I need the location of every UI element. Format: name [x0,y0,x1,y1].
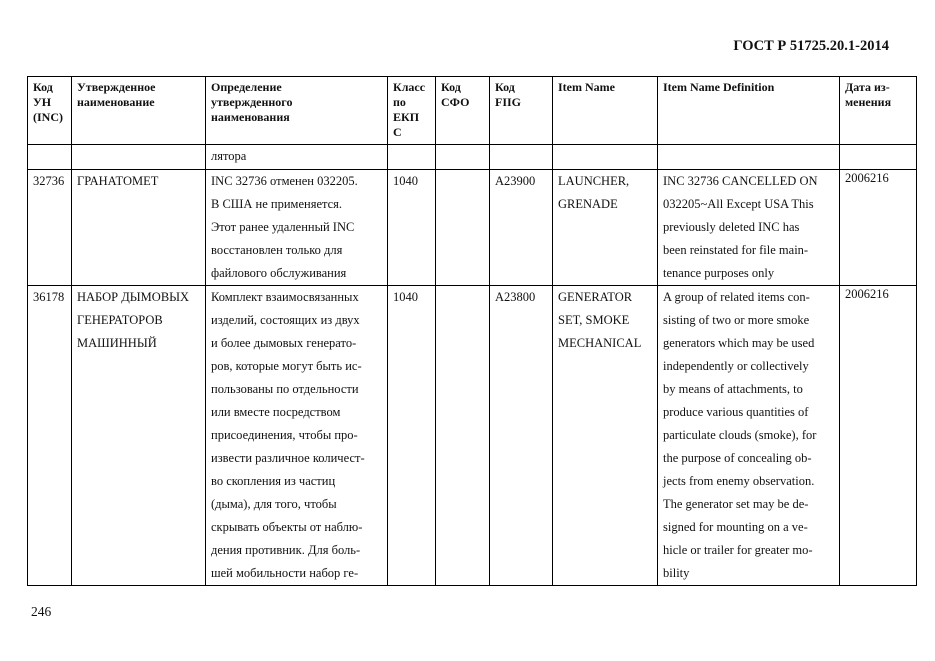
header-line: FIIG [495,95,522,109]
cell-name [72,286,206,586]
text-line: восстановлен только для [211,243,343,257]
text-line: файлового обслуживания [211,266,347,280]
text-line: МАШИННЫЙ [77,336,157,350]
header-line: Код [33,80,53,94]
cell-date [840,170,917,286]
text-line: INC 32736 отменен 032205. [211,174,358,188]
text-line: GRENADE [558,197,618,211]
cell-item-definition [658,286,840,586]
text-line: The generator set may be de- [663,497,809,511]
cell-date [840,286,917,586]
text-line: В США не применяется. [211,197,343,211]
text-line: во скопления из частиц [211,474,336,488]
col-sfo-header [436,77,490,145]
cell-date [840,145,917,170]
col-date-header [840,77,917,145]
text-line: скрывать объекты от наблю- [211,520,363,534]
text-line: by means of attachments, to [663,382,803,396]
text-line: LAUNCHER, [558,174,630,188]
cell-definition [206,145,388,170]
cell-sfo [436,170,490,286]
header-line: Код [441,80,461,94]
cell-definition [206,286,388,586]
text-line: 032205~All Except USA This [663,197,814,211]
cell-class [388,145,436,170]
text-line: присоединения, чтобы про- [211,428,358,442]
standard-title: ГОСТ Р 51725.20.1-2014 [733,38,889,54]
text-line: шей мобильности набор ге- [211,566,359,580]
text-line: jects from enemy observation. [663,474,815,488]
col-name-header [72,77,206,145]
header-line: СФО [441,95,470,109]
text-line: ГРАНАТОМЕТ [77,174,159,188]
text-line: sisting of two or more smoke [663,313,810,327]
cell-class [388,170,436,286]
text-line: НАБОР ДЫМОВЫХ [77,290,190,304]
text-line: 36178 [33,290,65,304]
text-line: independently or collectively [663,359,809,373]
table-row [28,170,917,286]
header-line: Item Name Definition [663,80,775,94]
text-line: 32736 [33,174,65,188]
text-line: A23800 [495,290,536,304]
text-line: GENERATOR [558,290,633,304]
text-line: извести различное количест- [211,451,365,465]
text-line: the purpose of concealing ob- [663,451,812,465]
cell-fiig [490,145,553,170]
text-line: INC 32736 CANCELLED ON [663,174,818,188]
cell-inc [28,170,72,286]
text-line: bility [663,566,690,580]
text-line: изделий, состоящих из двух [211,313,360,327]
cell-sfo [436,145,490,170]
text-line: 2006216 [845,171,889,185]
cell-item-definition [658,145,840,170]
header-line: по [393,95,406,109]
cell-item-definition [658,170,840,286]
header-row [28,77,917,145]
header-line: Item Name [558,80,615,94]
cell-inc [28,286,72,586]
cell-fiig [490,286,553,586]
col-item-name-header [553,77,658,145]
text-line: Этот ранее удаленный INC [211,220,355,234]
text-line: particulate clouds (smoke), for [663,428,817,442]
text-line: дения противник. Для боль- [211,543,361,557]
text-line: Комплект взаимосвязанных [211,290,359,304]
table-row [28,286,917,586]
text-line: 1040 [393,290,418,304]
text-line: пользованы по отдельности [211,382,359,396]
text-line: hicle or trailer for greater mo- [663,543,813,557]
text-line: A group of related items con- [663,290,810,304]
text-line: лятора [211,149,247,163]
header-line: С [393,125,402,139]
header-line: Определение [211,80,282,94]
header-line: наименование [77,95,155,109]
cell-item-name [553,286,658,586]
cell-name [72,145,206,170]
text-line: или вместе посредством [211,405,341,419]
header-line: утвержденного [211,95,293,109]
header-line: Дата из- [845,80,890,94]
nomenclature-table [27,76,917,586]
cell-item-name [553,145,658,170]
col-inc-header [28,77,72,145]
header-line: менения [845,95,892,109]
col-fiig-header [490,77,553,145]
cell-name [72,170,206,286]
text-line: SET, SMOKE [558,313,630,327]
text-line: 2006216 [845,287,889,301]
header-line: ЕКП [393,110,420,124]
text-line: MECHANICAL [558,336,642,350]
text-line: previously deleted INC has [663,220,800,234]
header-line: наименования [211,110,290,124]
cell-fiig [490,170,553,286]
col-item-definition-header [658,77,840,145]
text-line: been reinstated for file main- [663,243,809,257]
text-line: generators which may be used [663,336,815,350]
text-line: и более дымовых генерато- [211,336,357,350]
col-definition-header [206,77,388,145]
continuation-row [28,145,917,170]
cell-sfo [436,286,490,586]
cell-item-name [553,170,658,286]
text-line: produce various quantities of [663,405,809,419]
page-number: 246 [31,604,52,619]
text-line: (дыма), для того, чтобы [211,497,337,511]
header-line: Класс [393,80,426,94]
text-line: tenance purposes only [663,266,775,280]
cell-definition [206,170,388,286]
cell-class [388,286,436,586]
cell-inc [28,145,72,170]
text-line: signed for mounting on a ve- [663,520,808,534]
text-line: A23900 [495,174,536,188]
col-class-header [388,77,436,145]
header-line: УН [33,95,52,109]
text-line: ГЕНЕРАТОРОВ [77,313,163,327]
header-line: (INC) [33,110,63,124]
text-line: 1040 [393,174,418,188]
text-line: ров, которые могут быть ис- [211,359,362,373]
header-line: Код [495,80,515,94]
header-line: Утвержденное [77,80,156,94]
